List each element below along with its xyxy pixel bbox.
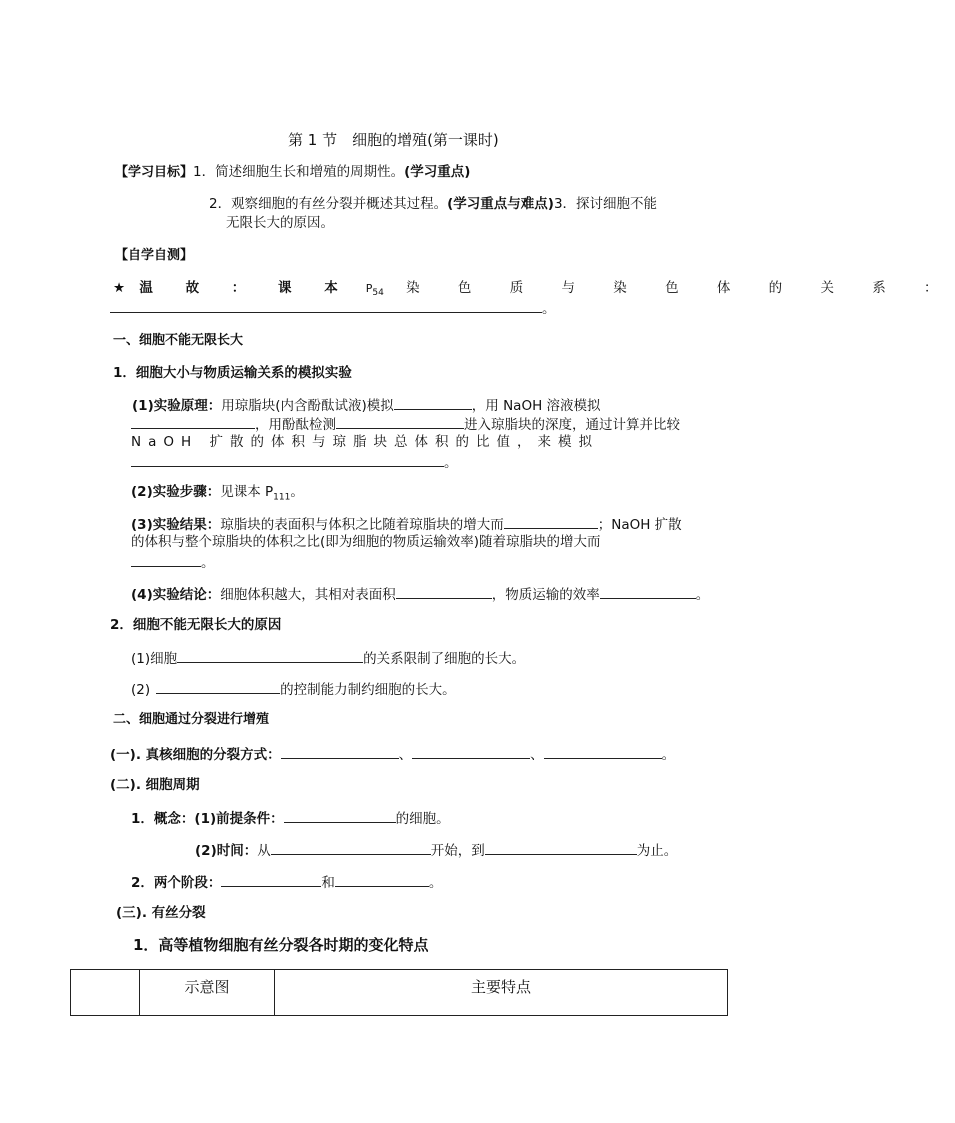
time-blank-1[interactable]	[271, 840, 431, 855]
conclusion-line: (4)实验结论：细胞体积越大，其相对表面积 ，物质运输的效率 。	[131, 584, 709, 604]
principle-line-2: ，用酚酞检测 进入琼脂块的深度，通过计算并比较	[131, 414, 680, 434]
review-label: 温 故 ： 课 本	[139, 280, 352, 296]
conclusion-blank-2[interactable]	[600, 584, 696, 599]
steps-line: (2)实验步骤：见课本 $P_{111}$。	[131, 484, 304, 503]
principle-line-4: 。	[131, 452, 458, 472]
mitosis-heading: (三). 有丝分裂	[116, 905, 206, 921]
subsection-1-1: 1．细胞大小与物质运输关系的模拟实验	[113, 365, 352, 381]
review-page: $P_{54}$	[365, 282, 384, 299]
table-header-cell: 示意图	[140, 970, 275, 1016]
reason-blank-1[interactable]	[177, 648, 363, 663]
principle-line-3: NaOH 扩散的体积与琼脂块总体积的比值，来模拟	[131, 434, 599, 450]
self-study-label: 【自学自测】	[115, 248, 194, 263]
division-modes-line: (一). 真核细胞的分裂方式： 、 、 。	[110, 744, 675, 764]
star-icon: ★	[113, 280, 126, 296]
time-blank-2[interactable]	[485, 840, 637, 855]
concept-line: 1．概念：(1)前提条件： 的细胞。	[131, 808, 450, 828]
review-answer-line: 。	[110, 298, 556, 318]
goals-label: 【学习目标】	[115, 165, 194, 180]
goal-3: 3．探讨细胞不能	[553, 196, 658, 212]
stages-blank-1[interactable]	[221, 872, 321, 887]
result-line-1: (3)实验结果：琼脂块的表面积与体积之比随着琼脂块的增大而 ；NaOH 扩散	[131, 514, 682, 534]
table-header-cell: 主要特点	[275, 970, 728, 1016]
page-title: 第 1 节 细胞的增殖(第一课时)	[288, 131, 499, 149]
review-tail: 染 色 质 与 染 色 体 的 关 系 ：	[406, 280, 955, 296]
conclusion-blank-1[interactable]	[396, 584, 492, 599]
learning-goals-2	[209, 195, 657, 213]
principle-line-1: (1)实验原理：用琼脂块(内含酚酞试液)模拟 ，用 NaOH 溶液模拟	[132, 395, 601, 415]
concept-blank[interactable]	[284, 808, 396, 823]
reason-line-2: (2) 的控制能力制约细胞的长大。	[131, 679, 456, 699]
reason-blank-2[interactable]	[156, 679, 280, 694]
goal-1-note: (学习重点)	[404, 164, 471, 180]
table-header-row	[71, 970, 728, 1016]
principle-blank-1[interactable]	[394, 395, 472, 410]
learning-goals-3: 无限长大的原因。	[226, 215, 334, 231]
table-header-cell	[71, 970, 140, 1016]
time-line: (2)时间：从 开始，到 为止。	[195, 840, 677, 860]
stages-blank-2[interactable]	[335, 872, 429, 887]
result-line-2: 的体积与整个琼脂块的体积之比(即为细胞的物质运输效率)随着琼脂块的增大而	[131, 534, 601, 550]
subsection-1-2: 2．细胞不能无限长大的原因	[110, 617, 282, 633]
reason-line-1: (1)细胞 的关系限制了细胞的长大。	[131, 648, 525, 668]
learning-goals-1	[115, 163, 470, 182]
division-blank-2[interactable]	[412, 744, 530, 759]
goal-2: 2．观察细胞的有丝分裂并概述其过程。	[209, 196, 448, 212]
review-blank[interactable]	[110, 298, 542, 313]
principle-blank-4[interactable]	[131, 452, 444, 467]
division-blank-3[interactable]	[544, 744, 662, 759]
result-line-3: 。	[131, 552, 215, 572]
result-blank-2[interactable]	[131, 552, 201, 567]
section-2-heading: 二、细胞通过分裂进行增殖	[113, 712, 270, 727]
cell-cycle-heading: (二). 细胞周期	[110, 777, 200, 793]
stages-line: 2．两个阶段： 和 。	[131, 872, 442, 892]
result-blank-1[interactable]	[504, 514, 598, 529]
division-blank-1[interactable]	[281, 744, 399, 759]
mitosis-subheading: 1．高等植物细胞有丝分裂各时期的变化特点	[133, 936, 429, 954]
goal-2-note: (学习重点与难点)	[447, 196, 554, 212]
principle-blank-2[interactable]	[131, 414, 255, 429]
goal-1: 1．简述细胞生长和增殖的周期性。	[193, 164, 405, 180]
section-1-heading: 一、细胞不能无限长大	[113, 333, 244, 348]
principle-blank-3[interactable]	[336, 414, 464, 429]
mitosis-table	[70, 969, 728, 1016]
